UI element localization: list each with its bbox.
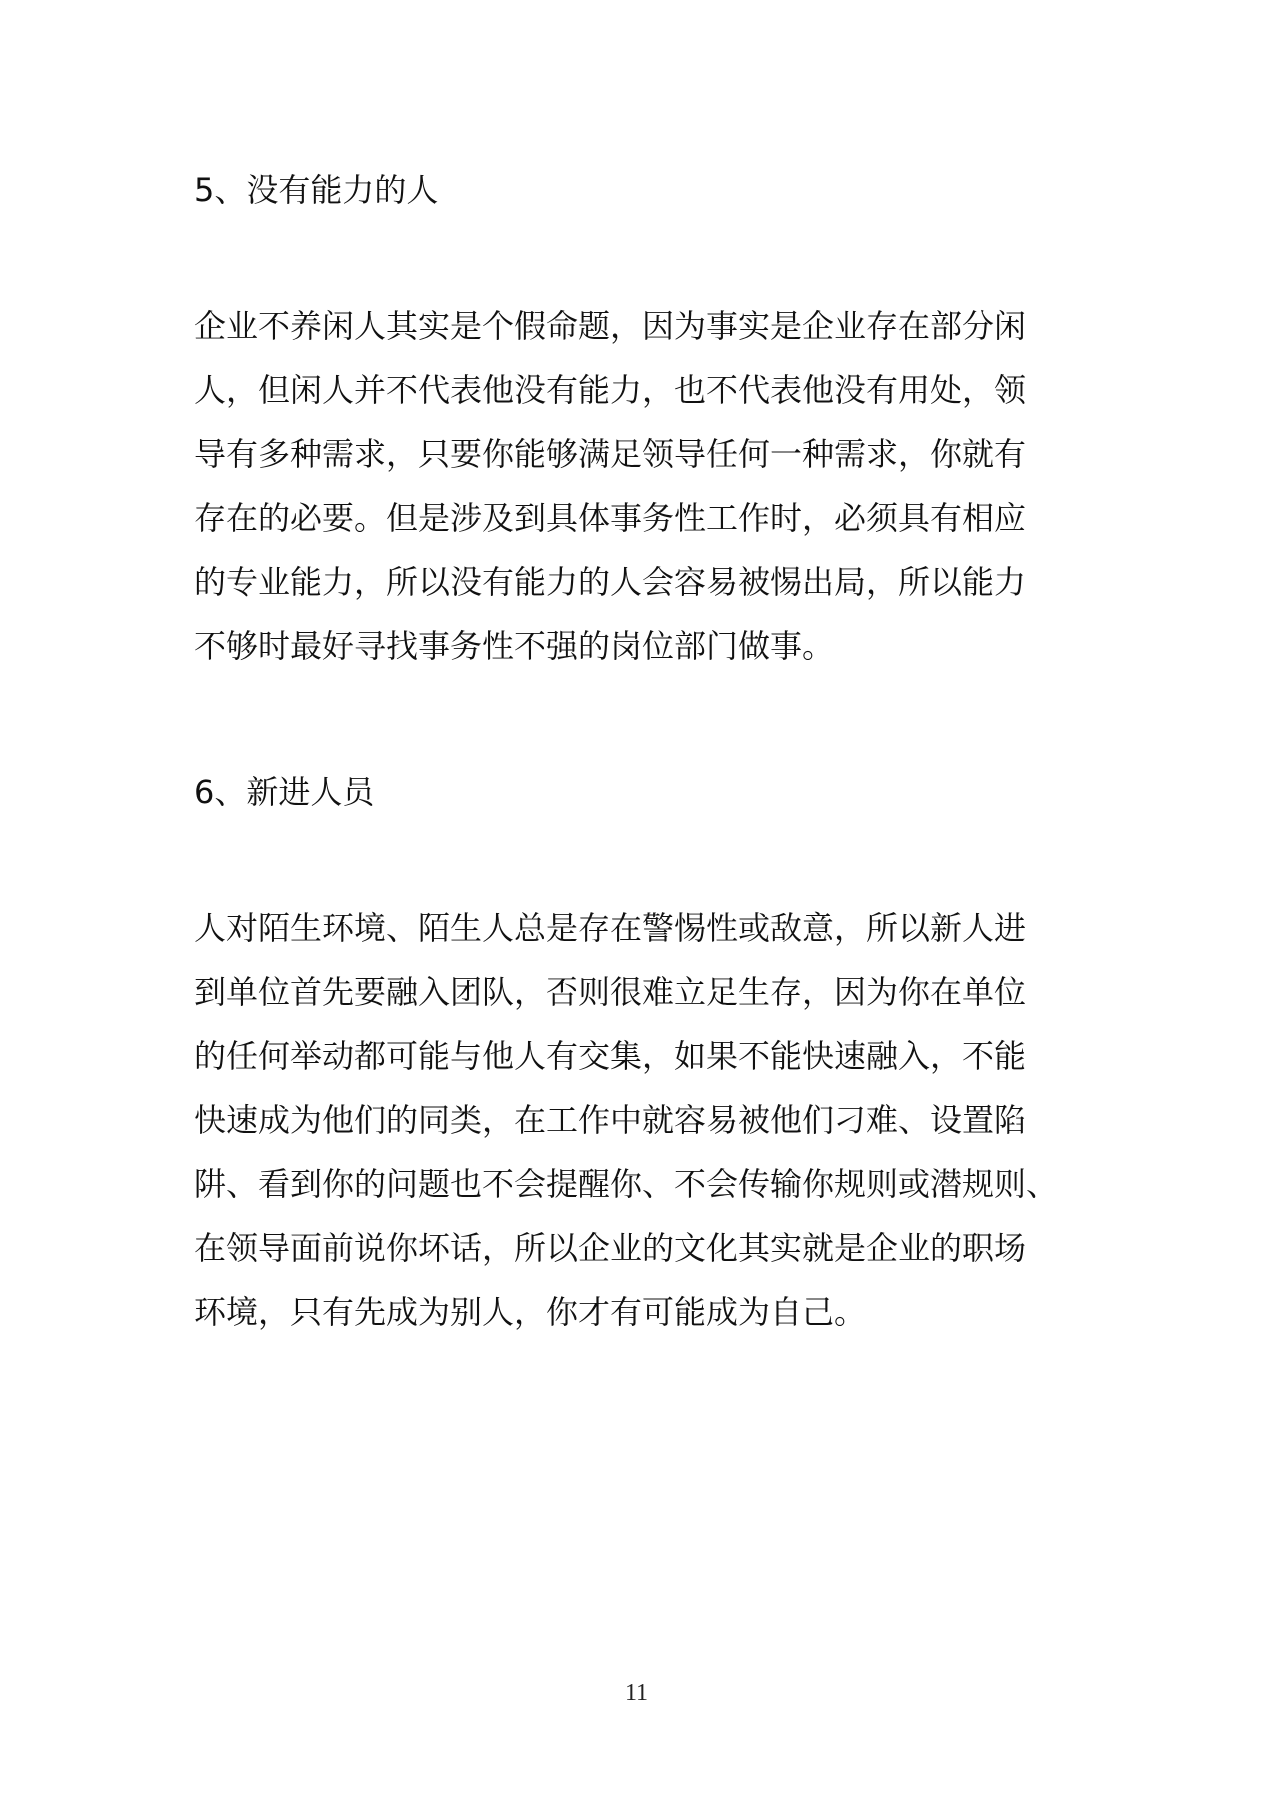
paragraph-line: 企业不养闲人其实是个假命题，因为事实是企业存在部分闲 — [194, 307, 1027, 345]
paragraph-line: 存在的必要。但是涉及到具体事务性工作时，必须具有相应 — [194, 499, 1027, 537]
paragraph-line: 到单位首先要融入团队，否则很难立足生存，因为你在单位 — [194, 973, 1027, 1011]
paragraph-line: 在领导面前说你坏话，所以企业的文化其实就是企业的职场 — [194, 1229, 1027, 1267]
paragraph-line: 环境，只有先成为别人，你才有可能成为自己。 — [194, 1293, 867, 1331]
paragraph-line: 的专业能力，所以没有能力的人会容易被惕出局，所以能力 — [194, 563, 1027, 601]
paragraph-line: 不够时最好寻找事务性不强的岗位部门做事。 — [194, 627, 835, 665]
section-paragraph-5 — [194, 294, 1084, 678]
paragraph-line: 阱、看到你的问题也不会提醒你、不会传输你规则或潜规则、 — [194, 1165, 1059, 1203]
section-heading-5: 5、没有能力的人 — [194, 171, 439, 209]
page-number: 11 — [624, 1680, 649, 1706]
paragraph-line: 人，但闲人并不代表他没有能力，也不代表他没有用处，领 — [194, 371, 1027, 409]
section-paragraph-6 — [194, 896, 1084, 1344]
paragraph-line: 人对陌生环境、陌生人总是存在警惕性或敌意，所以新人进 — [194, 909, 1027, 947]
paragraph-line: 导有多种需求，只要你能够满足领导任何一种需求，你就有 — [194, 435, 1027, 473]
paragraph-line: 的任何举动都可能与他人有交集，如果不能快速融入，不能 — [194, 1037, 1027, 1075]
paragraph-line: 快速成为他们的同类，在工作中就容易被他们刁难、设置陷 — [194, 1101, 1027, 1139]
section-heading-6: 6、新进人员 — [194, 773, 375, 811]
